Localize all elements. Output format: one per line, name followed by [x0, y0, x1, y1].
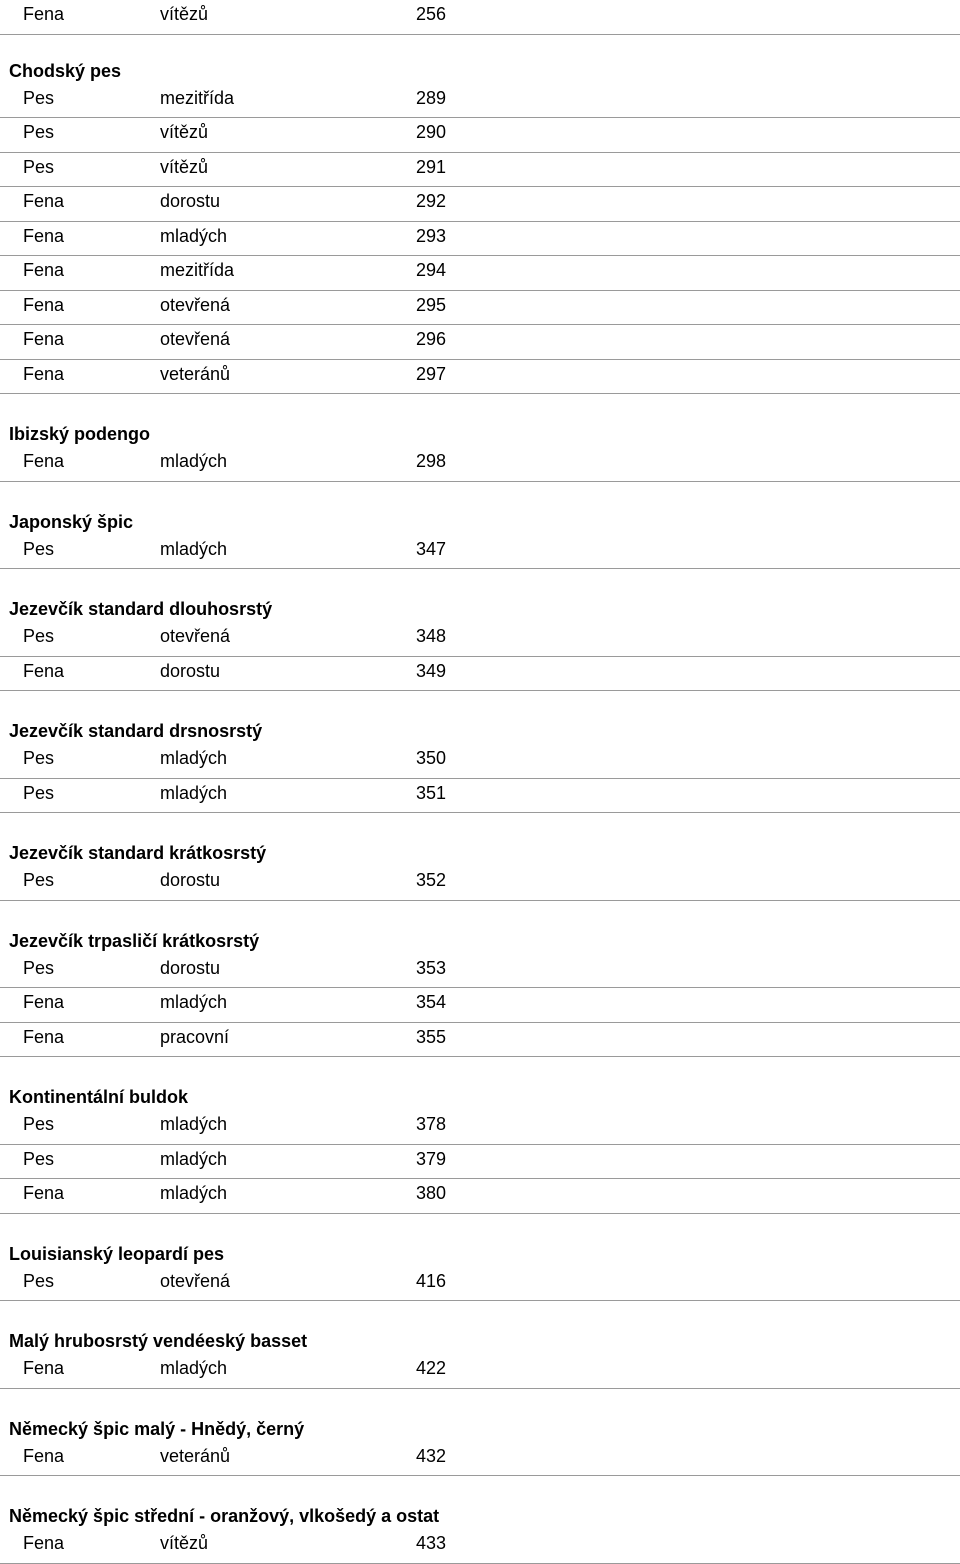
class-cell: dorostu	[160, 870, 221, 890]
sex-cell: Fena	[23, 660, 65, 681]
number-cell: 433	[416, 1533, 447, 1553]
sex-cell: Pes	[23, 626, 55, 646]
breed-title: Německý špic malý - Hnědý, černý	[9, 1418, 305, 1439]
table-row	[0, 1110, 960, 1145]
breed-heading	[0, 1476, 960, 1529]
table-row	[0, 187, 960, 222]
sex-cell: Fena	[23, 1358, 65, 1378]
table-row	[0, 360, 960, 395]
breed-title: Jezevčík standard drsnosrstý	[9, 721, 263, 741]
number-cell: 380	[416, 1183, 447, 1203]
number-cell: 290	[416, 122, 447, 142]
number-cell: 416	[416, 1270, 447, 1291]
breed-heading	[0, 394, 960, 447]
breed-heading	[0, 901, 960, 954]
class-cell: otevřená	[160, 626, 231, 646]
class-cell: mladých	[160, 451, 228, 471]
number-cell: 422	[416, 1358, 447, 1378]
class-cell: vítězů	[160, 156, 209, 177]
class-cell: otevřená	[160, 294, 231, 315]
class-cell: mladých	[160, 1183, 228, 1203]
number-cell: 378	[416, 1114, 447, 1134]
class-cell: vítězů	[160, 122, 209, 142]
sex-cell: Pes	[23, 156, 55, 177]
breed-heading	[0, 691, 960, 744]
breed-heading	[0, 482, 960, 535]
sex-cell: Fena	[23, 329, 65, 349]
sex-cell: Pes	[23, 1114, 55, 1134]
class-cell: mladých	[160, 225, 228, 246]
class-cell: otevřená	[160, 1270, 231, 1291]
table-row	[0, 325, 960, 360]
breed-heading	[0, 569, 960, 622]
number-cell: 349	[416, 660, 447, 681]
class-cell: mladých	[160, 782, 228, 803]
class-cell: vítězů	[160, 4, 209, 24]
table-row	[0, 1354, 960, 1389]
table-row	[0, 988, 960, 1023]
class-cell: dorostu	[160, 660, 221, 681]
sex-cell: Fena	[23, 363, 65, 384]
class-cell: mladých	[160, 1358, 228, 1378]
table-row	[0, 447, 960, 482]
number-cell: 432	[416, 1445, 447, 1466]
table-row	[0, 222, 960, 257]
number-cell: 293	[416, 225, 447, 246]
sex-cell: Fena	[23, 451, 65, 471]
sex-cell: Fena	[23, 260, 65, 280]
sex-cell: Pes	[23, 122, 55, 142]
sex-cell: Fena	[23, 992, 65, 1012]
sex-cell: Pes	[23, 957, 55, 978]
class-cell: veteránů	[160, 363, 231, 384]
sex-cell: Fena	[23, 1026, 65, 1047]
table-row	[0, 657, 960, 692]
table-row	[0, 0, 960, 35]
breed-title: Japonský špic	[9, 511, 134, 532]
sex-cell: Fena	[23, 1533, 65, 1553]
breed-heading	[0, 1389, 960, 1442]
sex-cell: Fena	[23, 1445, 65, 1466]
class-cell: mladých	[160, 538, 228, 559]
class-cell: otevřená	[160, 329, 231, 349]
table-row	[0, 1145, 960, 1180]
table-row	[0, 744, 960, 779]
number-cell: 353	[416, 957, 447, 978]
number-cell: 295	[416, 294, 447, 315]
class-cell: dorostu	[160, 191, 221, 211]
sex-cell: Fena	[23, 225, 65, 246]
table-row	[0, 779, 960, 814]
table-row	[0, 535, 960, 570]
sex-cell: Fena	[23, 191, 65, 211]
table-row	[0, 1442, 960, 1477]
number-cell: 297	[416, 363, 447, 384]
sex-cell: Fena	[23, 1183, 65, 1203]
sex-cell: Fena	[23, 4, 65, 24]
breed-title: Jezevčík standard dlouhosrstý	[9, 599, 273, 619]
breed-title: Kontinentální buldok	[9, 1087, 188, 1107]
number-cell: 348	[416, 626, 447, 646]
class-cell: vítězů	[160, 1533, 209, 1553]
number-cell: 294	[416, 260, 447, 280]
table-row	[0, 866, 960, 901]
breed-title: Jezevčík trpasličí krátkosrstý	[9, 930, 260, 951]
sex-cell: Pes	[23, 538, 55, 559]
table-row	[0, 1179, 960, 1214]
sex-cell: Pes	[23, 87, 55, 108]
table-row	[0, 622, 960, 657]
sex-cell: Pes	[23, 1270, 55, 1291]
number-cell: 289	[416, 87, 447, 108]
number-cell: 350	[416, 748, 447, 768]
table-row	[0, 118, 960, 153]
breed-heading	[0, 35, 960, 84]
table-row	[0, 153, 960, 188]
number-cell: 292	[416, 191, 447, 211]
class-cell: veteránů	[160, 1445, 231, 1466]
class-cell: mladých	[160, 992, 228, 1012]
class-cell: mezitřída	[160, 87, 235, 108]
table-row	[0, 84, 960, 119]
breed-title: Německý špic střední - oranžový, vlkošedý a ostat	[9, 1506, 440, 1526]
breed-title: Ibizský podengo	[9, 424, 151, 444]
table-row	[0, 1023, 960, 1058]
number-cell: 291	[416, 156, 447, 177]
breed-heading	[0, 1214, 960, 1267]
breed-title: Jezevčík standard krátkosrstý	[9, 843, 267, 863]
number-cell: 256	[416, 4, 447, 24]
number-cell: 355	[416, 1026, 447, 1047]
number-cell: 296	[416, 329, 447, 349]
sex-cell: Pes	[23, 782, 55, 803]
breed-title: Chodský pes	[9, 60, 122, 81]
number-cell: 352	[416, 870, 447, 890]
breed-heading	[0, 1301, 960, 1354]
table-row	[0, 291, 960, 326]
table-row	[0, 256, 960, 291]
number-cell: 351	[416, 782, 447, 803]
breed-title: Louisianský leopardí pes	[9, 1243, 225, 1264]
sex-cell: Fena	[23, 294, 65, 315]
table-row	[0, 1267, 960, 1302]
class-cell: pracovní	[160, 1026, 230, 1047]
class-cell: dorostu	[160, 957, 221, 978]
class-cell: mladých	[160, 1114, 228, 1134]
sex-cell: Pes	[23, 1148, 55, 1169]
table-row	[0, 954, 960, 989]
sex-cell: Pes	[23, 870, 55, 890]
number-cell: 298	[416, 451, 447, 471]
class-cell: mezitřída	[160, 260, 235, 280]
table-row	[0, 1529, 960, 1564]
number-cell: 354	[416, 992, 447, 1012]
sex-cell: Pes	[23, 748, 55, 768]
number-cell: 379	[416, 1148, 447, 1169]
breed-title: Malý hrubosrstý vendéeský basset	[9, 1331, 308, 1351]
breed-heading	[0, 1057, 960, 1110]
class-cell: mladých	[160, 1148, 228, 1169]
class-cell: mladých	[160, 748, 228, 768]
number-cell: 347	[416, 538, 447, 559]
breed-groups	[0, 35, 960, 1564]
breed-heading	[0, 813, 960, 866]
